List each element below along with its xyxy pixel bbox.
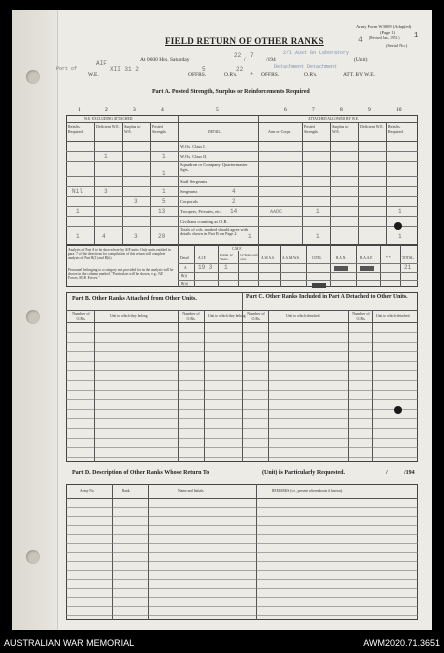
analysis-row-label: B(i) — [181, 274, 187, 278]
analysis-header: A.A.M.W.S. — [282, 256, 300, 260]
analysis-note-2: Personnel belonging to a category not provided for in the analysis will be shown in the column marked. "Particulars will be shown, e.g., NZ Forces, M.R. Forces." — [68, 268, 174, 281]
we-handwritten: XII 31 2 — [110, 66, 139, 73]
col-number: 7 — [312, 107, 315, 113]
cmf-label: C.M.F. — [232, 247, 242, 251]
ruled-line — [66, 428, 418, 429]
redaction-mark — [312, 283, 326, 288]
col-number: 9 — [368, 107, 371, 113]
entry: 1 — [162, 188, 166, 195]
entry: 1 — [316, 208, 320, 215]
ruled-line — [66, 597, 418, 598]
date-month-handwritten: 7 — [250, 52, 254, 59]
footer-accession: AWM2020.71.3651 — [363, 638, 440, 648]
entry: 3 — [104, 188, 108, 195]
analysis-header: Detail — [180, 256, 189, 260]
ruled-line — [66, 561, 418, 562]
entry: 14 — [230, 208, 238, 215]
ruled-line — [66, 390, 418, 391]
part-d-heading: Part D. Description of Other Ranks Whose Return To — [72, 470, 210, 476]
port-of-handwritten: Port of — [56, 66, 78, 72]
part-d-col: REMARKS (i.e., present whereabouts if known). — [272, 489, 343, 493]
part-a-heading: Part A. Posted Strength, Surplus or Reinforcements Required — [152, 89, 310, 95]
detail-row: Squadron or Company Quartermaster Sgts. — [180, 162, 248, 172]
ors-handwritten: 22 — [236, 66, 244, 73]
entry: 3 — [134, 198, 138, 205]
part-c-col: Unit to which detached. — [286, 314, 321, 318]
ruled-line — [66, 457, 418, 458]
ors2-label: O.R's. — [304, 72, 318, 78]
ruled-line — [66, 438, 418, 439]
entry: 2 — [232, 198, 236, 205]
detail-row: Totals of cols. marked should agree with details shown in Part B on Page 2. — [180, 227, 248, 237]
ruled-line — [66, 332, 418, 333]
redaction-mark — [360, 266, 374, 271]
form-number-handwritten: 4 — [358, 36, 363, 45]
header-reinfts: Reinfts. Required. — [68, 124, 84, 134]
part-d-col: Army No. — [80, 489, 95, 493]
part-b-col: Unit to which they belong — [208, 314, 246, 318]
detail-row: W.Os. Class I. — [180, 144, 206, 149]
analysis-header: R.A.N. — [336, 256, 347, 260]
col-number: 3 — [133, 107, 136, 113]
aif-handwritten: AIF — [96, 60, 107, 67]
analysis-header: R.A.A.F. — [360, 256, 373, 260]
entry: 4 — [102, 233, 106, 240]
col-number: 1 — [78, 107, 81, 113]
detail-row: W.Os. Class II. — [180, 154, 208, 159]
offrs-label: OFFRS. — [188, 72, 207, 78]
page-number-handwritten: 1 — [414, 32, 419, 40]
analysis-header: A.W.A.S. — [261, 256, 275, 260]
entry: 1 — [316, 233, 320, 240]
footer-source: AUSTRALIAN WAR MEMORIAL — [4, 638, 135, 648]
entry: 5 — [162, 198, 166, 205]
entry: 1 — [76, 208, 80, 215]
ruled-line — [66, 516, 418, 517]
analysis-header: Under 12 Years. — [220, 253, 233, 261]
redaction-mark — [334, 266, 348, 271]
analysis-aif-value: 19 3 — [198, 264, 213, 271]
ruled-line — [66, 615, 418, 616]
analysis-header: 12 Years and over. — [240, 253, 258, 261]
entry: 1 — [248, 233, 252, 240]
detail-row: Civilians counting as O.R. — [180, 219, 228, 224]
detail-row: Troopers, Privates, etc. — [180, 209, 222, 214]
analysis-header: A.I.F. — [198, 256, 207, 260]
document-page — [12, 10, 432, 630]
entry: 1 — [398, 233, 402, 240]
ruled-line — [66, 570, 418, 571]
ruled-line — [66, 543, 418, 544]
part-d-sep: / — [386, 470, 388, 476]
serial-label: (Serial No.) — [386, 43, 408, 48]
ruled-line — [66, 588, 418, 589]
entry: 20 — [158, 233, 166, 240]
ruled-line — [66, 447, 418, 448]
att-label: ATT. BY W.E. — [343, 72, 375, 78]
plus-sign: + — [250, 72, 254, 78]
punch-hole — [26, 70, 40, 84]
entry: 4 — [232, 188, 236, 195]
header-deficient: Deficient W.E. — [96, 124, 120, 129]
header-surplus-att: Surplus to W.E. — [332, 124, 349, 134]
ruled-line — [66, 579, 418, 580]
entry: 1 — [76, 233, 80, 240]
detail-label: DETAIL. — [208, 130, 222, 134]
col-number: 10 — [396, 107, 402, 113]
entry: 1 — [162, 170, 166, 177]
entry: AADC — [270, 209, 283, 215]
analysis-header: CIVIL — [312, 256, 322, 260]
ink-blot — [394, 222, 402, 230]
entry: 1 — [398, 208, 402, 215]
part-c-col: Number of O.Rs. — [247, 311, 265, 321]
ruled-line — [66, 418, 418, 419]
form-ref-line3: (Revised Jan., 1951.) — [369, 36, 400, 40]
detail-row: Sergeants — [180, 189, 198, 194]
col-number: 6 — [284, 107, 287, 113]
ruled-line — [66, 399, 418, 400]
analysis-header: * * — [386, 256, 391, 260]
ruled-line — [66, 370, 418, 371]
analysis-row-label: B(ii) — [181, 282, 188, 286]
left-group-label: W.E. EXCLUDING ATTACHED. — [84, 117, 134, 121]
right-group-label: ATTACHED ALLOWED BY W.E. — [308, 117, 359, 121]
part-b-col: Number of O.Rs. — [182, 311, 200, 321]
date-day-handwritten: 22 — [234, 52, 242, 59]
form-ref-line1: Army Form W3009 (Adap(ed) — [356, 24, 412, 29]
ruled-line — [66, 606, 418, 607]
analysis-row-label: A — [184, 266, 187, 270]
header-posted: Posted Strength. — [152, 124, 167, 134]
unit-handwritten-1: 2/1 Aust Gn Laboratory — [283, 50, 350, 56]
ruled-line — [66, 525, 418, 526]
punch-hole — [26, 310, 40, 324]
ruled-line — [66, 342, 418, 343]
offrs2-label: OFFRS. — [261, 72, 280, 78]
analysis-total-value: 21 — [404, 264, 412, 271]
date-separator: / — [244, 57, 246, 63]
part-d-col: Name and Initials. — [178, 489, 205, 493]
form-title: FIELD RETURN OF OTHER RANKS — [165, 36, 324, 46]
col-number: 5 — [216, 107, 219, 113]
at-line: At 0600 Hrs. Saturday — [140, 57, 190, 63]
col-number: 2 — [105, 107, 108, 113]
header-reinfts-att: Reinfts. Required. — [388, 124, 404, 134]
offrs-handwritten: 5 — [202, 66, 206, 73]
part-d-heading-tail: (Unit) is Particularly Requested. — [262, 470, 345, 476]
ruled-line — [66, 361, 418, 362]
detail-row: Corporals — [180, 199, 198, 204]
col-number: 4 — [161, 107, 164, 113]
ruled-line — [66, 380, 418, 381]
unit-label: (Unit) — [354, 57, 368, 63]
ink-blot — [394, 406, 402, 414]
header-deficient-att: Deficient W.E. — [360, 124, 384, 129]
part-b-col: Number of O.Rs. — [72, 311, 90, 321]
header-arm: Arm or Corps. — [268, 129, 292, 134]
part-c-heading: Part C. Other Ranks Included in Part A Detached to Other Units. — [246, 294, 408, 300]
ruled-line — [66, 534, 418, 535]
entry: 1 — [162, 153, 166, 160]
analysis-under-value: 1 — [224, 264, 228, 271]
year-label: /194 — [266, 57, 276, 63]
form-sheet — [58, 10, 432, 630]
entry: Nil — [72, 188, 83, 195]
analysis-note: Analysis of Part A to be shown here by AIF units. Only units entitled in para. 7 of the directions for compilation of this return will complete analysis of Part B(1) and B(ii). — [68, 248, 171, 261]
part-c-col: Unit to which detached. — [376, 314, 411, 318]
punch-hole — [26, 550, 40, 564]
entry: 3 — [134, 233, 138, 240]
form-ref-line2: (Page 1) — [380, 30, 396, 35]
binding-margin — [12, 10, 58, 630]
analysis-header: TOTAL. — [402, 256, 415, 260]
header-posted-att: Posted Strength. — [304, 124, 319, 134]
part-b-col: Unit to which they belong — [110, 314, 148, 318]
ruled-line — [66, 507, 418, 508]
col-number: 8 — [340, 107, 343, 113]
entry: 13 — [158, 208, 166, 215]
we-label: W.E. — [88, 72, 99, 78]
part-b-heading: Part B. Other Ranks Attached from Other Units. — [72, 296, 197, 302]
entry: 1 — [104, 153, 108, 160]
part-d-date: /194 — [404, 470, 415, 476]
part-c-col: Number of O.Rs. — [352, 311, 370, 321]
header-surplus: Surplus to W.E. — [124, 124, 141, 134]
detail-row: Staff Sergeants — [180, 179, 208, 184]
unit-handwritten-2: Detachment Detachment — [274, 64, 338, 70]
ruled-line — [66, 552, 418, 553]
ruled-line — [66, 409, 418, 410]
ruled-line — [66, 351, 418, 352]
ors-label: O.R's. — [224, 72, 238, 78]
part-d-col: Rank. — [122, 489, 131, 493]
